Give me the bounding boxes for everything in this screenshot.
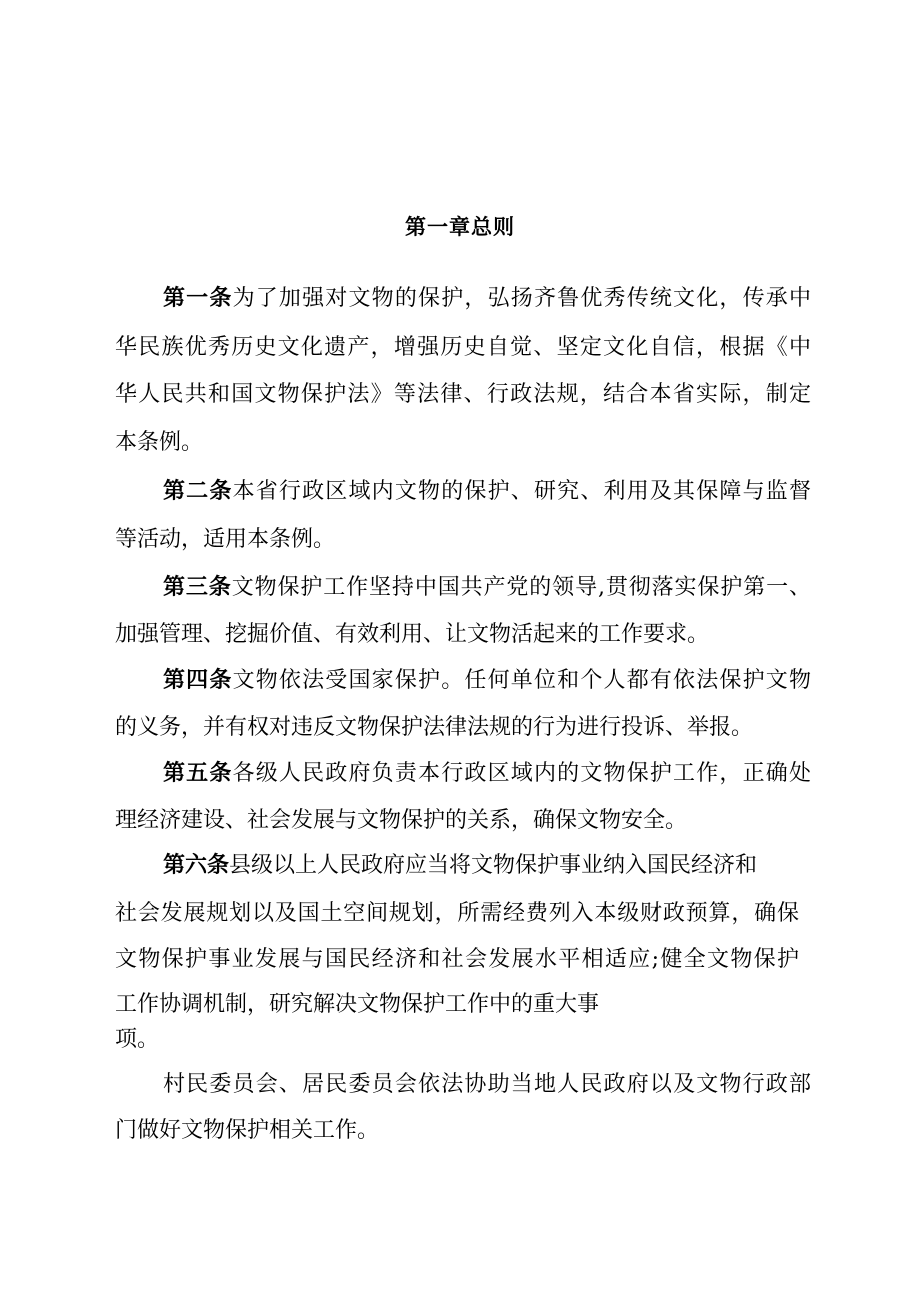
article-1-line-4: 本条例。 (115, 430, 204, 455)
article-5-label: 第五条 (163, 761, 233, 786)
article-2-line-1 (163, 477, 811, 507)
article-4-text-1: 文物依法受国家保护。任何单位和个人都有依法保护文物 (232, 668, 811, 693)
article-2-label: 第二条 (163, 479, 233, 504)
article-5-line-2: 理经济建设、社会发展与文物保护的关系，确保文物安全。 (115, 808, 688, 833)
article-6-line-3: 文物保护事业发展与国民经济和社会发展水平相适应;健全文物保护 (115, 947, 799, 972)
article-4-label: 第四条 (163, 668, 233, 693)
article-1-text-1: 为了加强对文物的保护，弘扬齐鲁优秀传统文化，传承中 (232, 286, 811, 311)
article-2-text-1: 本省行政区域内文物的保护、研究、利用及其保障与监督 (232, 479, 811, 504)
article-3-text-1: 文物保护工作坚持中国共产党的领导,贯彻落实保护第一、 (231, 575, 811, 600)
article-1-line-3: 华人民共和国文物保护法》等法律、行政法规，结合本省实际，制定 (115, 382, 811, 407)
article-1-line-2: 华民族优秀历史文化遗产，增强历史自觉、坚定文化自信，根据《中 (115, 335, 811, 360)
article-3-line-1 (163, 573, 811, 603)
article-6-line-2: 社会发展规划以及国土空间规划，所需经费列入本级财政预算，确保 (115, 901, 799, 926)
article-6-label: 第六条 (163, 853, 230, 878)
article-6-line-4: 工作协调机制，研究解决文物保护工作中的重大事 (115, 992, 600, 1017)
article-6-line-1 (163, 851, 757, 881)
article-3-label: 第三条 (163, 575, 232, 600)
article-6-line-5: 项。 (115, 1027, 160, 1052)
article-6-para-2-line-2: 门做好文物保护相关工作。 (115, 1118, 380, 1143)
article-6-para-2-line-1: 村民委员会、居民委员会依法协助当地人民政府以及文物行政部 (163, 1072, 811, 1097)
article-5-line-1 (163, 759, 811, 789)
chapter-title: 第一章总则 (405, 215, 515, 239)
article-4-line-1 (163, 666, 811, 696)
article-5-text-1: 各级人民政府负责本行政区域内的文物保护工作，正确处 (232, 761, 811, 786)
article-4-line-2: 的义务，并有权对违反文物保护法律法规的行为进行投诉、举报。 (115, 715, 754, 740)
article-1-label: 第一条 (163, 286, 233, 311)
article-6-text-1: 县级以上人民政府应当将文物保护事业纳入国民经济和 (229, 853, 758, 878)
article-2-line-2: 等活动，适用本条例。 (115, 527, 336, 552)
article-1-line-1 (163, 284, 811, 314)
article-3-line-2: 加强管理、挖掘价值、有效利用、让文物活起来的工作要求。 (115, 622, 710, 647)
